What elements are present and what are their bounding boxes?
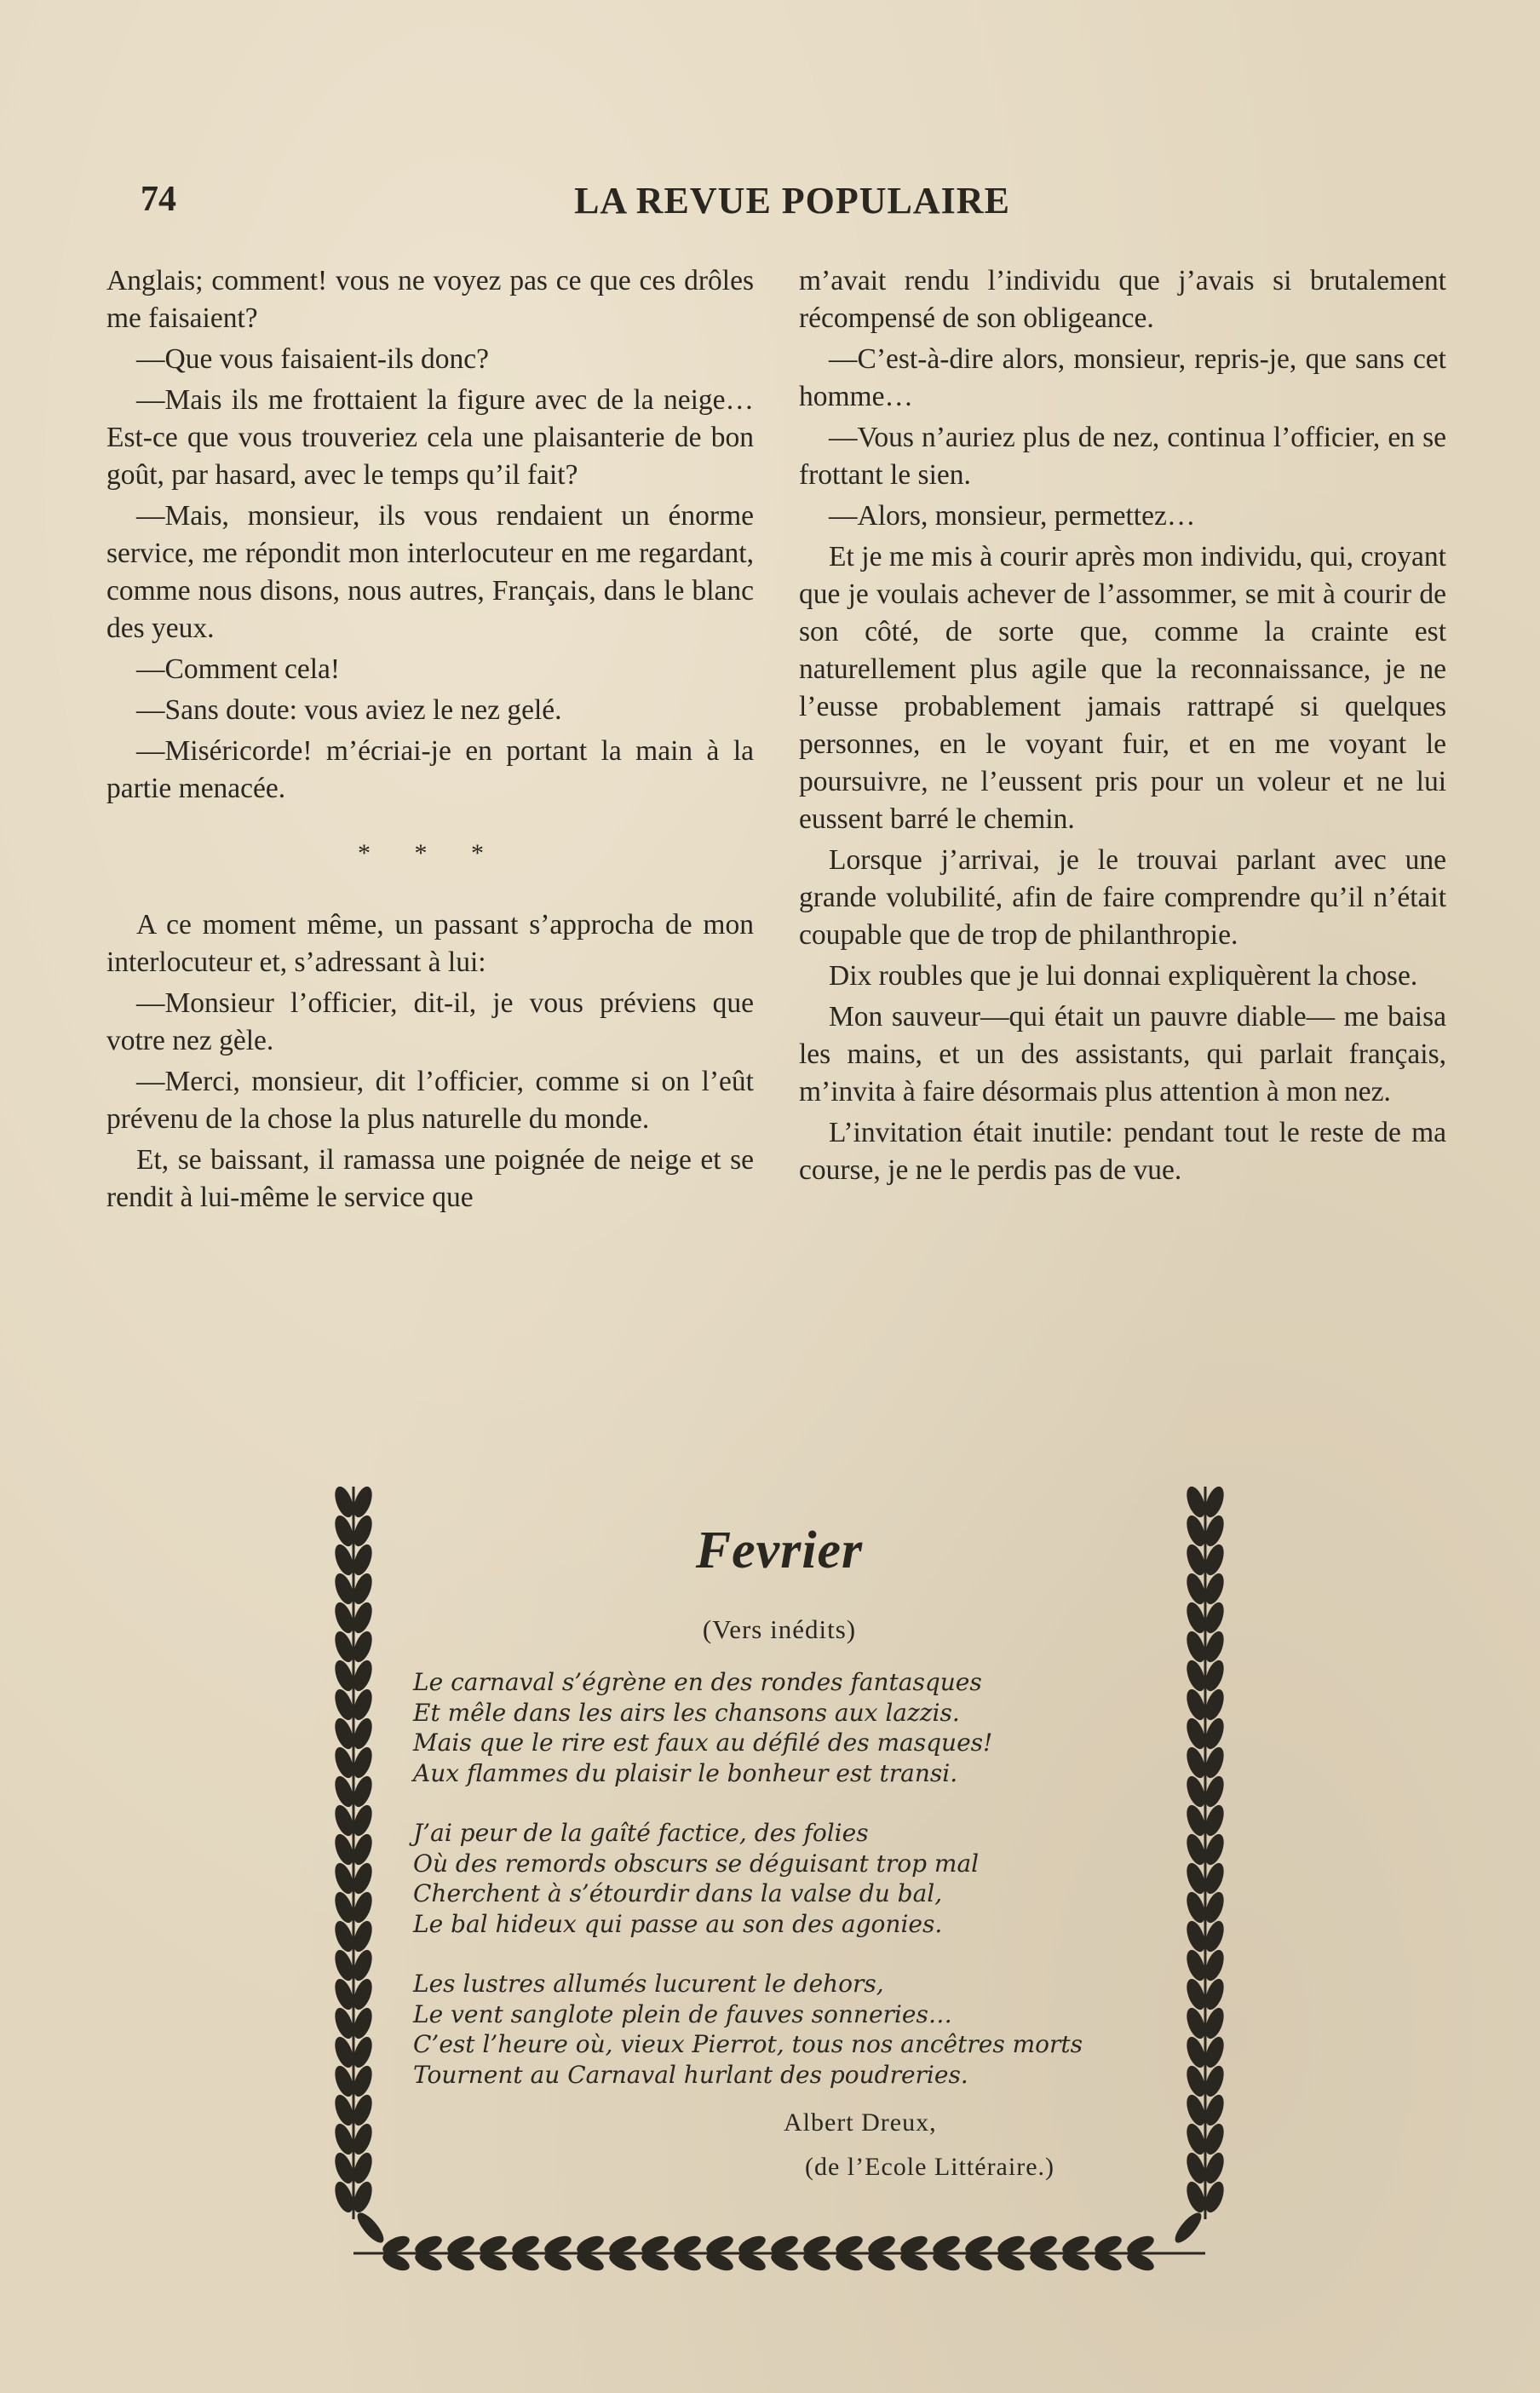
right-column — [799, 262, 1446, 1193]
laurel-vine-right-icon — [1180, 1487, 1231, 2219]
paragraph: —Que vous faisaient-ils donc? — [136, 343, 489, 375]
running-title: LA REVUE POPULAIRE — [574, 180, 1010, 221]
poem-stanza — [413, 1969, 1163, 2090]
page-number: 74 — [141, 180, 176, 219]
paragraph: A ce moment même, un passant s’approcha de mon interlocuteur et, s’adressant à lui: — [106, 909, 754, 978]
paragraph: —Merci, monsieur, dit l’officier, comme si on l’eût prévenu de la chose la plus naturelle du monde. — [106, 1066, 754, 1135]
poem-line: Le bal hideux qui passe au son des agonies. — [413, 1909, 943, 1938]
paragraph: Mon sauveur—qui était un pauvre diable— me baisa les mains, et un des assistants, qui parlait français, m’invita à faire désormais plus attention à mon nez. — [799, 1001, 1446, 1107]
poem-line: Le vent sanglote plein de fauves sonneries… — [413, 1999, 952, 2028]
paragraph: Anglais; comment! vous ne voyez pas ce que ces drôles me faisaient? — [106, 265, 754, 334]
paragraph: Dix roubles que je lui donnai expliquèrent la chose. — [829, 960, 1418, 992]
paragraph: —Monsieur l’officier, dit-il, je vous préviens que votre nez gèle. — [106, 987, 754, 1056]
poem-line: Et mêle dans les airs les chansons aux lazzis. — [413, 1698, 960, 1727]
poem-box — [328, 1487, 1231, 2287]
paragraph: —Mais ils me frottaient la figure avec de la neige… Est-ce que vous trouveriez cela une plaisanterie de bon goût, par hasard, avec le temps qu’il fait? — [106, 384, 754, 491]
poem-line: Où des remords obscurs se déguisant trop mal — [413, 1849, 980, 1878]
poem-stanza — [413, 1818, 1163, 1939]
laurel-vine-bottom-icon — [353, 2206, 1205, 2287]
left-column — [106, 262, 754, 1220]
poem-line: Mais que le rire est faux au défilé des masques! — [413, 1729, 993, 1757]
poem-line: C’est l’heure où, vieux Pierrot, tous nos ancêtres morts — [413, 2030, 1083, 2058]
paragraph: Et je me mis à courir après mon individu, qui, croyant que je voulais achever de l’assommer, se mit à courir de son côté, de sorte que, comme la crainte est naturellement plus agile que la reconnaissance, je ne l’eusse probablement jamais rattrapé si quelques personnes, en le voyant fuir, et en me voyant le poursuivre, ne l’eussent pris pour un voleur et ne lui eussent barré le chemin. — [799, 541, 1446, 835]
page-header — [141, 179, 1444, 230]
paragraph: —Alors, monsieur, permettez… — [829, 500, 1196, 532]
poem-line: Cherchent à s’étourdir dans la valse du bal, — [413, 1879, 943, 1907]
poem-author: Albert Dreux, — [784, 2108, 937, 2137]
paragraph: —C’est-à-dire alors, monsieur, repris-je, que sans cet homme… — [799, 343, 1446, 412]
laurel-leaf — [353, 2209, 388, 2246]
poem-line: J’ai peur de la gaîté factice, des folies — [413, 1819, 869, 1847]
poem-author-affiliation: (de l’Ecole Littéraire.) — [805, 2153, 1055, 2181]
poem-line: Les lustres allumés lucurent le dehors, — [413, 1970, 884, 1998]
poem-subtitle: (Vers inédits) — [702, 1614, 857, 1644]
poem-title: Fevrier — [695, 1522, 864, 1579]
poem-line: Le carnaval s’égrène en des rondes fantasques — [413, 1668, 982, 1696]
paragraph: —Mais, monsieur, ils vous rendaient un énorme service, me répondit mon interlocuteur en me regardant, comme nous disons, nous autres, Français, dans le blanc des yeux. — [106, 500, 754, 644]
paragraph: Lorsque j’arrivai, je le trouvai parlant avec une grande volubilité, afin de faire comprendre qu’il n’était coupable que de trop de philanthropie. — [799, 844, 1446, 951]
laurel-leaf — [1171, 2209, 1205, 2246]
paragraph: Et, se baissant, il ramassa une poignée de neige et se rendit à lui-même le service que — [106, 1144, 754, 1213]
paragraph: —Comment cela! — [136, 653, 341, 685]
poem-line: Tournent au Carnaval hurlant des poudreries. — [413, 2060, 968, 2089]
poem-line: Aux flammes du plaisir le bonheur est transi. — [413, 1758, 958, 1787]
section-separator: * * * — [358, 839, 503, 867]
paragraph: L’invitation était inutile: pendant tout le reste de ma course, je ne le perdis pas de vue. — [799, 1117, 1446, 1186]
laurel-vine-left-icon — [328, 1487, 379, 2219]
poem-stanza — [413, 1667, 1163, 1788]
paragraph: —Sans doute: vous aviez le nez gelé. — [136, 694, 562, 726]
poem-body — [413, 1667, 1163, 2120]
paragraph: m’avait rendu l’individu que j’avais si brutalement récompensé de son obligeance. — [799, 265, 1446, 334]
paragraph: —Vous n’auriez plus de nez, continua l’officier, en se frottant le sien. — [799, 422, 1446, 491]
paragraph: —Miséricorde! m’écriai-je en portant la main à la partie menacée. — [106, 735, 754, 804]
